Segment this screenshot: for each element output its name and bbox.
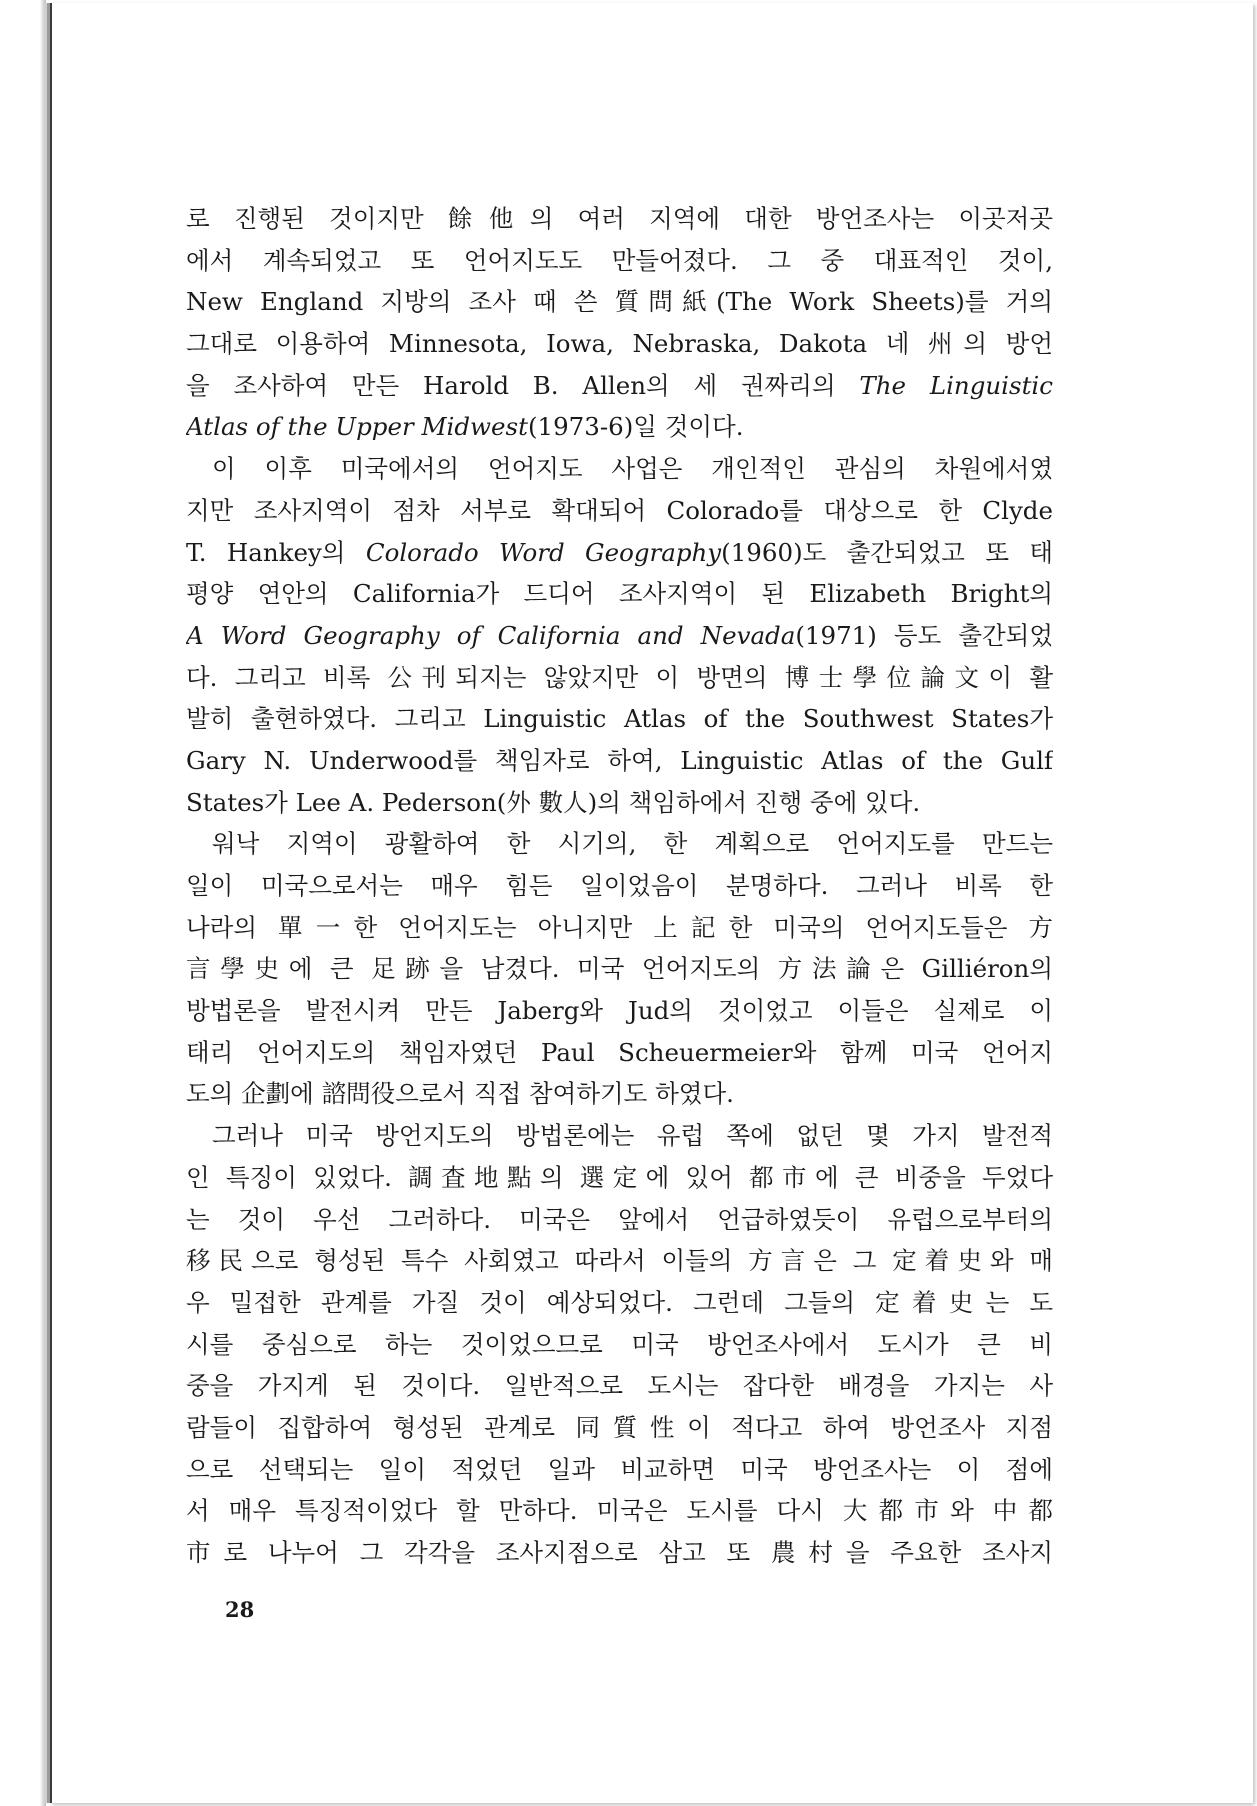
text-line (186, 406, 1053, 448)
text-line (186, 573, 1053, 615)
text-line (186, 532, 1053, 574)
text-line (186, 782, 1053, 824)
text-line (186, 907, 1053, 949)
text-line (186, 1073, 1053, 1115)
text-segment: New England 지방의 조사 때 쓴 質問紙(The Work Sheets)를 거의 (186, 287, 1053, 317)
text-line (186, 1407, 1053, 1449)
text-segment: 에서 계속되었고 또 언어지도도 만들어졌다. 그 중 대표적인 것이, (186, 245, 1053, 275)
book-page-edge (40, 0, 46, 1806)
text-segment: 移民으로 형성된 특수 사회였고 따라서 이들의 方言은 그 定着史와 매 (186, 1246, 1053, 1276)
text-segment: 도의 企劃에 諮問役으로서 직접 참여하기도 하였다. (186, 1079, 734, 1109)
text-line (186, 365, 1053, 407)
text-line (186, 698, 1053, 740)
text-segment: States가 Lee A. Pederson(外 數人)의 책임하에서 진행 중에 있다. (186, 787, 921, 817)
text-segment: 는 것이 우선 그러하다. 미국은 앞에서 언급하였듯이 유럽으로부터의 (186, 1204, 1053, 1234)
text-segment: Gary N. Underwood를 책임자로 하여, Linguistic Atlas of the Gulf (186, 745, 1053, 775)
text-line (186, 1324, 1053, 1366)
text-segment: 발히 출현하였다. 그리고 Linguistic Atlas of the Southwest States가 (186, 704, 1053, 734)
text-line (186, 490, 1053, 532)
text-segment: 이 이후 미국에서의 언어지도 사업은 개인적인 관심의 차원에서였 (212, 454, 1053, 484)
text-line (186, 740, 1053, 782)
text-line (186, 823, 1053, 865)
text-line (186, 615, 1053, 657)
text-segment: 으로 선택되는 일이 적었던 일과 비교하면 미국 방언조사는 이 점에 (186, 1454, 1053, 1484)
text-segment: 평양 연안의 California가 드디어 조사지역이 된 Elizabeth Bright의 (186, 579, 1053, 609)
text-line (186, 1532, 1053, 1574)
text-line (186, 1240, 1053, 1282)
text-line (186, 1199, 1053, 1241)
text-line (186, 865, 1053, 907)
text-segment: 시를 중심으로 하는 것이었으므로 미국 방언조사에서 도시가 큰 비 (186, 1329, 1053, 1359)
text-line (186, 281, 1053, 323)
page-number: 28 (225, 1597, 255, 1622)
text-line (186, 1032, 1053, 1074)
italic-title: The Linguistic (859, 370, 1053, 400)
text-segment: T. Hankey의 (186, 537, 366, 567)
text-segment: 로 진행된 것이지만 餘他의 여러 지역에 대한 방언조사는 이곳저곳 (186, 204, 1053, 233)
text-line (186, 1282, 1053, 1324)
italic-title: Atlas of the Upper Midwest (186, 412, 528, 442)
text-segment: (1973-6)일 것이다. (527, 412, 744, 442)
text-line (186, 1490, 1053, 1532)
text-segment: 나라의 單一한 언어지도는 아니지만 上記한 미국의 언어지도들은 方 (186, 912, 1053, 942)
text-segment: (1960)도 출간되었고 또 태 (721, 537, 1053, 567)
text-segment: 람들이 집합하여 형성된 관계로 同質性이 적다고 하여 방언조사 지점 (186, 1412, 1053, 1442)
body-text (186, 198, 1053, 1574)
text-segment: (1971) 등도 출간되었 (795, 620, 1053, 650)
text-segment: 중을 가지게 된 것이다. 일반적으로 도시는 잡다한 배경을 가지는 사 (186, 1371, 1053, 1401)
text-segment: 지만 조사지역이 점차 서부로 확대되어 Colorado를 대상으로 한 Clyde (186, 495, 1053, 525)
text-segment: 그러나 미국 방언지도의 방법론에는 유럽 쪽에 없던 몇 가지 발전적 (212, 1121, 1053, 1151)
text-line (186, 1365, 1053, 1407)
text-segment: 인 특징이 있었다. 調査地點의 選定에 있어 都市에 큰 비중을 두었다 (186, 1162, 1053, 1192)
text-line (186, 323, 1053, 365)
text-line (186, 990, 1053, 1032)
text-line (186, 1115, 1053, 1157)
text-line (186, 198, 1053, 240)
text-segment: 서 매우 특징적이었다 할 만하다. 미국은 도시를 다시 大都市와 中都 (186, 1496, 1053, 1526)
text-segment: 言學史에 큰 足跡을 남겼다. 미국 언어지도의 方法論은 Gilliéron의 (186, 954, 1053, 984)
text-segment: 방법론을 발전시켜 만든 Jaberg와 Jud의 것이었고 이들은 실제로 이 (186, 996, 1053, 1026)
italic-title: Colorado Word Geography (365, 537, 722, 567)
text-line (186, 948, 1053, 990)
text-segment: 태리 언어지도의 책임자였던 Paul Scheuermeier와 함께 미국 언어지 (186, 1037, 1053, 1067)
text-segment: 일이 미국으로서는 매우 힘든 일이었음이 분명하다. 그러나 비록 한 (186, 871, 1053, 900)
text-segment: 그대로 이용하여 Minnesota, Iowa, Nebraska, Dakota 네 州의 방언 (186, 329, 1053, 359)
text-segment: 워낙 지역이 광활하여 한 시기의, 한 계획으로 언어지도를 만드는 (212, 829, 1053, 859)
text-line (186, 1449, 1053, 1491)
text-line (186, 448, 1053, 490)
text-segment: 을 조사하여 만든 Harold B. Allen의 세 권짜리의 (186, 370, 860, 400)
text-segment: 우 밀접한 관계를 가질 것이 예상되었다. 그런데 그들의 定着史는 도 (186, 1287, 1053, 1317)
text-segment: 市로 나누어 그 각각을 조사지점으로 삼고 또 農村을 주요한 조사지 (186, 1538, 1053, 1567)
text-line (186, 240, 1053, 282)
text-segment: 다. 그리고 비록 公刊되지는 않았지만 이 방면의 博士學位論文이 활 (186, 662, 1053, 692)
text-line (186, 1157, 1053, 1199)
text-line (186, 657, 1053, 699)
italic-title: A Word Geography of California and Nevada (186, 620, 796, 650)
